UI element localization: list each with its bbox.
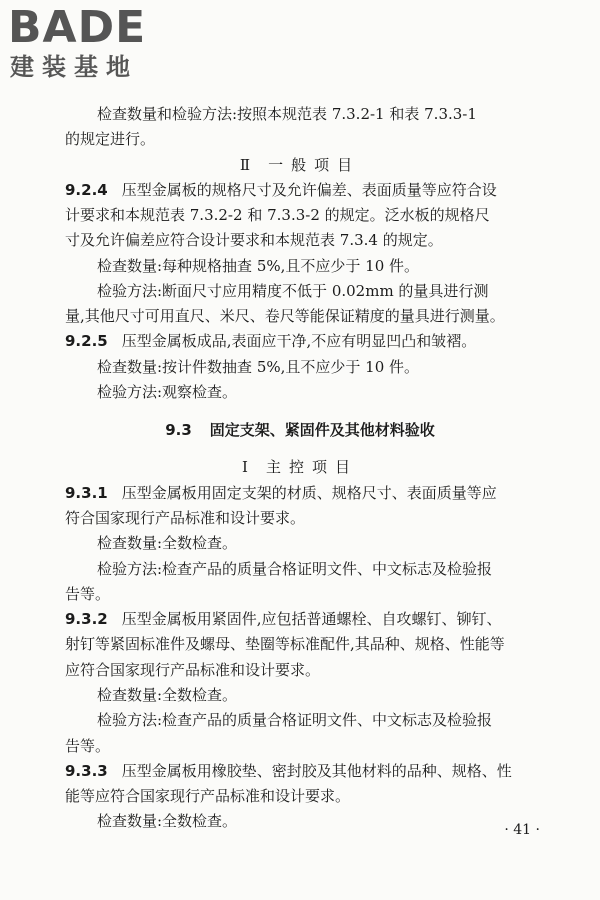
paragraph-line: 的规定进行。 (65, 130, 156, 148)
subsection-title: 一般项目 (268, 156, 361, 174)
paragraph-line: 检验方法:观察检查。 (97, 383, 238, 401)
subsection-heading-main (65, 455, 535, 480)
clause-9-2-4 (65, 178, 535, 203)
clause-9-3-1 (65, 481, 535, 506)
subsection-number: Ⅰ (242, 458, 248, 476)
clause-number: 9.2.4 (65, 181, 108, 199)
logo (8, 4, 183, 82)
clause-9-3-2 (65, 607, 535, 632)
clause-number: 9.3.2 (65, 610, 108, 628)
paragraph-line: 检查数量:全数检查。 (97, 686, 238, 704)
page-number: · 41 · (504, 822, 540, 838)
clause-number: 9.3.3 (65, 762, 108, 780)
clause-9-2-5 (65, 329, 535, 354)
paragraph-line: 检查数量:按计件数抽查 5%,且不应少于 10 件。 (97, 358, 420, 376)
paragraph-line: 检验方法:检查产品的质量合格证明文件、中文标志及检验报 (97, 711, 493, 729)
paragraph-line: 符合国家现行产品标准和设计要求。 (65, 509, 306, 527)
paragraph-line: 告等。 (65, 585, 111, 603)
paragraph-line: 告等。 (65, 737, 111, 755)
logo-wordmark: BADE (8, 2, 147, 53)
clause-text: 压型金属板用橡胶垫、密封胶及其他材料的品种、规格、性 (121, 762, 512, 780)
clause-9-3-3 (65, 759, 535, 784)
paragraph-line: 寸及允许偏差应符合设计要求和本规范表 7.3.4 的规定。 (65, 231, 443, 249)
paragraph-line: 检查数量:全数检查。 (97, 534, 238, 552)
clause-text: 压型金属板成品,表面应干净,不应有明显凹凸和皱褶。 (121, 332, 477, 350)
clause-text: 压型金属板用紧固件,应包括普通螺栓、自攻螺钉、铆钉、 (121, 610, 502, 628)
paragraph-line: 能等应符合国家现行产品标准和设计要求。 (65, 787, 351, 805)
section-number: 9.3 (165, 421, 192, 439)
section-title: 固定支架、紧固件及其他材料验收 (209, 421, 435, 439)
paragraph-line: 检查数量:每种规格抽查 5%,且不应少于 10 件。 (97, 257, 420, 275)
section-heading (65, 418, 535, 443)
paragraph-line: 应符合国家现行产品标准和设计要求。 (65, 661, 321, 679)
clause-text: 压型金属板的规格尺寸及允许偏差、表面质量等应符合设 (121, 181, 497, 199)
paragraph-line: 检查数量和检验方法:按照本规范表 7.3.2-1 和表 7.3.3-1 (97, 105, 477, 123)
logo-subtitle: 建装基地 (10, 53, 138, 81)
clause-number: 9.2.5 (65, 332, 108, 350)
paragraph-line: 检查数量:全数检查。 (97, 812, 238, 830)
paragraph-line: 检验方法:检查产品的质量合格证明文件、中文标志及检验报 (97, 560, 493, 578)
paragraph-line: 量,其他尺寸可用直尺、米尺、卷尺等能保证精度的量具进行测量。 (65, 307, 505, 325)
subsection-title: 主控项目 (265, 458, 358, 476)
subsection-number: Ⅱ (239, 156, 251, 174)
clause-text: 压型金属板用固定支架的材质、规格尺寸、表面质量等应 (121, 484, 497, 502)
paragraph-line: 检验方法:断面尺寸应用精度不低于 0.02mm 的量具进行测 (97, 282, 489, 300)
clause-number: 9.3.1 (65, 484, 108, 502)
subsection-heading-general (65, 153, 535, 178)
paragraph-line: 计要求和本规范表 7.3.2-2 和 7.3.3-2 的规定。泛水板的规格尺 (65, 206, 490, 224)
paragraph-line: 射钉等紧固标准件及螺母、垫圈等标准配件,其品种、规格、性能等 (65, 635, 505, 653)
